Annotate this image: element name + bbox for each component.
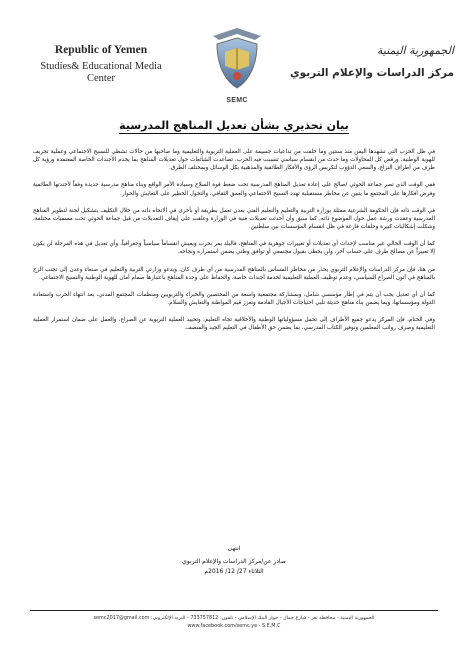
letterhead-english — [16, 44, 186, 84]
org-name-en-line1: Studies& Educational Media — [40, 61, 162, 72]
document-title-text: بيان تحذيري بشأن تعديل المناهج المدرسية — [119, 119, 349, 132]
paragraph: كما أن أي تعديل يجب أن يتم في إطار مؤسسي شامل، وبمشاركة مجتمعية واسعة من المختصين والخبراء والتربويين ومنظمات المجتمع المدني، بعد انتهاء الحرب واستعادة الدولة ومؤسساتها، وبما يضمن بناء مناهج حديثة تلبي احتياجات الأجيال القادمة وتعزز قيم المواطنة والتعايش والسلام. — [33, 291, 435, 307]
paragraph: في ظل الحرب التي تشهدها اليمن منذ سنتين وما خلفت من تداعيات جسيمة على العملية التربوية والتعليمية وما صاحبها من حالات تشظي للنسيج الاجتماعي وعملية تجريف للهوية الوطنية، ورفض كل المحاولات وما حدث من انقسام سياسي تسببت فيه الحرب، تصاعدت الشائعات حول تعديلات المناهج بما يخدم الأجندات الخاصة المعتمدة ورؤية كل طرف من أطراف النزاع، والسعي الدؤوب لتكريس الرؤى والأفكار الطائفية والمذهبية بكل الوسائل وبمختلف الطرق. — [33, 149, 435, 172]
paragraph: وفي الختام، فإن المركز يدعو جميع الأطراف إلى تحمل مسؤولياتها الوطنية والأخلاقية تجاه التعليم، وتحييد العملية التربوية عن الصراع، والعمل على ضمان استمرار العملية التعليمية وصرف رواتب المعلمين وتوفير الكتاب المدرسي، بما يضمن حق الأطفال في التعليم الجيد والمنصف. — [33, 317, 435, 332]
country-name-ar: الجمهورية اليمنية — [376, 44, 454, 57]
country-name-en: Republic of Yemen — [54, 44, 148, 56]
organization-logo — [205, 26, 269, 104]
paragraph: كما أن الوقت الحالي غير مناسب لإحداث أي تعديلات أو تغييرات جوهرية في المناهج، فالبلد يمر بحرب ويعيش انقساماً سياسياً وجغرافياً، وأي تعديل في هذه المرحلة لن يكون إلا تعبيراً عن مصالح طرف على حساب آخر، ولن يحظى بقبول مجتمعي أو توافق وطني يضمن استمراره ونجاحه. — [33, 241, 435, 256]
letterhead — [10, 24, 458, 104]
footer-web-line: www.facebook.com/semc.ye - S.E.M.C — [187, 623, 281, 629]
issue-date: الثلاثاء 27/ 12/ 2016م — [204, 568, 264, 575]
paragraph: في الوقت ذاته فإن الحكومة الشرعية ممثلة بوزارة التربية والتعليم والتعليم الفني بعدن تعمل بطريقة أو بأخرى في الاتجاه ذاته من خلال التكليف بتشكيل لجنة لتطوير المناهج المدرسية وعقدت ورشة عمل حول الموضوع ذاته، كما سبق وأن أحدثت تعديلات فنية في الوزارة وعلقت على إيقاف التعديلات من قبل جماعة الحوثي تحت مسميات مختلفة، وشكلت إشكاليات كبيرة وحلقات فارغة في ظل انقسام المؤسسات بين سلطتين. — [33, 207, 435, 231]
closing-end-mark: انتهى — [227, 545, 241, 552]
document-body — [33, 148, 435, 342]
issuer-line: صادر عن/مركز الدراسات والإعلام التربوي — [182, 558, 286, 565]
document-title — [0, 119, 468, 132]
org-name-ar: مركز الدراسات والإعلام التربوي — [289, 67, 454, 79]
logo-emblem-icon — [205, 26, 269, 96]
logo-caption: SEMC — [226, 97, 248, 104]
org-name-en-line2: Center — [87, 73, 115, 84]
paragraph: ففي الوقت الذي تصر جماعة الحوثي /صالح على إعادة تعديل المناهج المدرسية تحت ضغط قوة السلاح وسيادة الأمر الواقع وبناء مناهج مدرسية جديدة وفقاً لأجندتها الطائفية وفرض أفكارها على المجتمع ما يتبين عن مخاطر مستقبلية تهدد النسيج الاجتماعي والعمق الثقافي، والتحول الخطير على التعايش والحوار. — [33, 182, 435, 197]
letterhead-arabic — [284, 44, 454, 79]
page-footer — [30, 610, 438, 630]
paragraph: من هنا، فإن مركز الدراسات والإعلام التربوي يحذر من مخاطر المساس بالمناهج المدرسية من أي طرف كان، ويدعو وزارتي التربية والتعليم في صنعاء وعدن إلى تجنب الزج بالمناهج في أتون الصراع السياسي، وعدم توظيف العملية التعليمية لخدمة أجندات خاصة، والحفاظ على وحدة المناهج باعتبارها صمام أمان للهوية الوطنية والنسيج الاجتماعي. — [33, 266, 435, 281]
footer-contact-line: الجمهورية اليمنية - محافظة تعز - شارع جمال - جوار البنك الإسلامي - تلفون: 733757812 - البريد الإلكتروني: semc2017@gmail.com — [93, 615, 375, 621]
closing-block — [0, 545, 468, 575]
